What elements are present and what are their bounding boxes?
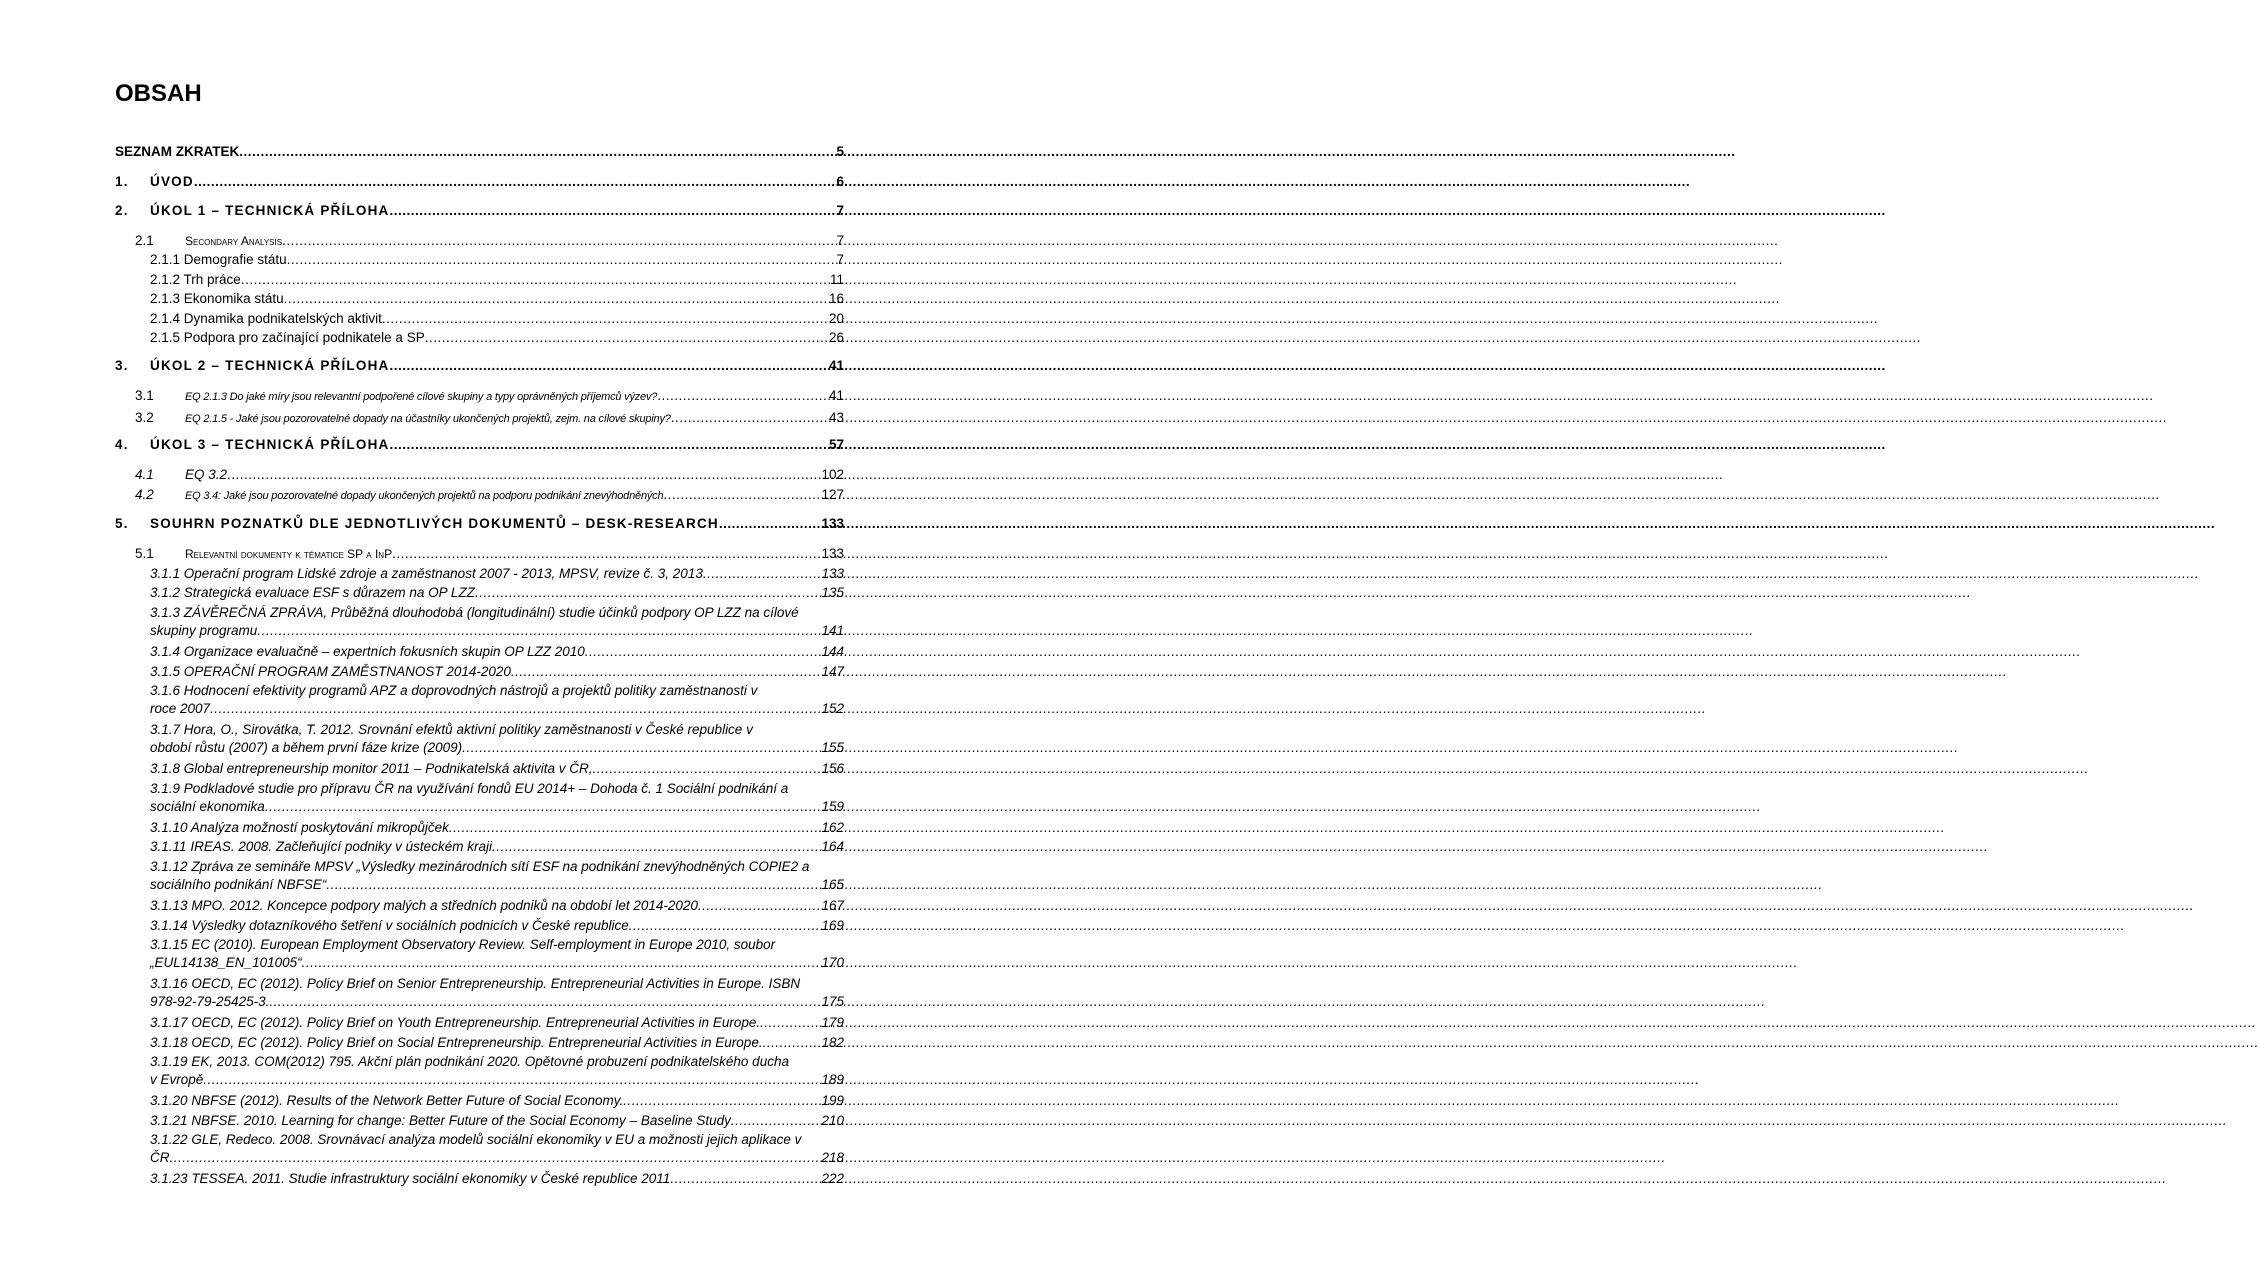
dot-leader: [585, 643, 821, 661]
toc-entry-number: 3.2: [135, 410, 154, 425]
toc-entry-text: EC (2010). European Employment Observatory Review. Self-employment in Europe 2010, soubor: [191, 937, 776, 952]
toc-entry-3-1-14[interactable]: [150, 917, 844, 935]
toc-entry-page: 162: [821, 820, 844, 835]
toc-entry-number: 2.1.1: [150, 252, 181, 267]
toc-entry-3-1-15[interactable]: [150, 936, 844, 972]
dot-leader: [425, 329, 828, 347]
toc-entry-text: OPERAČNÍ PROGRAM ZAMĚSTNANOST 2014-2020: [183, 664, 511, 679]
toc-entry-text-continued: skupiny programu: [150, 623, 258, 638]
document-page: [0, 0, 960, 1283]
toc-entry-page: 155: [821, 740, 844, 755]
toc-entry-text: Dynamika podnikatelských aktivit: [183, 311, 382, 326]
dot-leader: [302, 954, 821, 972]
toc-entry-text-continued: období růstu (2007) a během první fáze krize (2009): [150, 740, 463, 755]
dot-leader: [257, 622, 820, 640]
toc-entry-number: 5.: [115, 516, 129, 531]
toc-entry-3-1-17[interactable]: [150, 1014, 844, 1032]
dot-leader: [449, 819, 821, 837]
toc-entry-text-continued: 978-92-79-25425-3.: [150, 994, 270, 1009]
toc-entry-page: 41: [828, 358, 844, 373]
toc-entry-3-1-18[interactable]: [150, 1034, 844, 1052]
toc-entry-text: Analýza možností poskytování mikropůjček: [190, 820, 449, 835]
toc-entry-number: 3.1.2: [150, 585, 181, 600]
toc-entry-text-continued: „EUL14138_EN_101005“: [150, 955, 302, 970]
toc-entry-page: 57: [828, 437, 844, 452]
dot-leader: [326, 876, 820, 894]
toc-entry-number: 3.1.23: [150, 1171, 188, 1186]
dot-leader: [227, 466, 820, 484]
toc-entry-text-continued: sociální ekonomika: [150, 799, 265, 814]
toc-entry-page: 133: [821, 516, 844, 531]
toc-entry-3-1-20[interactable]: [150, 1092, 844, 1110]
toc-entry-number: 3.1.9: [150, 781, 181, 796]
page-title: OBSAH: [115, 80, 202, 107]
toc-entry-2-1-5[interactable]: [150, 329, 844, 347]
toc-entry-number: 4.2: [135, 487, 154, 502]
toc-entry-text: ZÁVĚREČNÁ ZPRÁVA, Průběžná dlouhodobá (longitudinální) studie účinků podpory OP LZZ na cílové: [183, 605, 799, 620]
dot-leader: [239, 143, 835, 161]
toc-entry-number: 1.: [115, 174, 129, 189]
dot-leader: [389, 357, 828, 375]
toc-entry-number: 3.1.11: [150, 839, 187, 854]
toc-entry-number: 2.: [115, 203, 129, 218]
toc-entry-number: 3.1.5: [150, 664, 181, 679]
toc-entry-page: 7: [836, 203, 844, 218]
toc-entry-page: 152: [821, 701, 844, 716]
dot-leader: [623, 1092, 820, 1110]
toc-entry-page: 6: [836, 174, 844, 189]
toc-entry-text: Hodnocení efektivity programů APZ a doprovodných nástrojů a projektů politiky zaměstnanosti v: [183, 683, 758, 698]
toc-entry-text-continued: v Evropě: [150, 1072, 204, 1087]
toc-entry-text: Podkladové studie pro přípravu ČR na využívání fondů EU 2014+ – Dohoda č. 1 Sociální podnikání a: [183, 781, 789, 796]
toc-entry-text: Ekonomika státu: [183, 291, 284, 306]
toc-entry-page: 26: [828, 330, 844, 345]
toc-entry-3-1-7[interactable]: [150, 721, 844, 757]
dot-leader: [389, 436, 828, 454]
toc-entry-page: 7: [836, 233, 844, 248]
toc-entry-text: NBFSE (2012). Results of the Network Better Future of Social Economy.: [191, 1093, 624, 1108]
toc-entry-text: Hora, O., Sirovátka, T. 2012. Srovnání efektů aktivní politiky zaměstnanosti v České republice v: [183, 722, 753, 737]
toc-entry-text: SOUHRN POZNATKŮ DLE JEDNOTLIVÝCH DOKUMENTŮ – DESK-RESEARCH: [150, 516, 719, 531]
dot-leader: [760, 1014, 820, 1032]
toc-entry-5-1[interactable]: [135, 545, 844, 563]
dot-leader: [282, 232, 835, 250]
toc-entry-number: 3.1.10: [150, 820, 188, 835]
toc-entry-2-1-4[interactable]: [150, 310, 844, 328]
dot-leader: [287, 251, 836, 269]
dot-leader: [511, 663, 821, 681]
toc-entry-3-1-6[interactable]: [150, 682, 844, 718]
toc-entry-number: 3.1.8: [150, 761, 181, 776]
toc-entry-3-1[interactable]: [135, 387, 844, 406]
toc-entry-number: 3.1.20: [150, 1093, 188, 1108]
dot-leader: [284, 290, 828, 308]
toc-entry-text: EQ 2.1.5 - Jaké jsou pozorovatelné dopady na účastníky ukončených projektů, zejm. na cílové skupiny?: [185, 413, 671, 425]
dot-leader: [593, 760, 821, 778]
toc-entry-page: 11: [829, 272, 844, 287]
toc-entry-page: 159: [821, 799, 844, 814]
toc-entry-number: 2.1: [135, 233, 154, 248]
toc-entry-page: 210: [821, 1113, 844, 1128]
toc-entry-number: 2.1.4: [150, 311, 181, 326]
toc-entry-page: 147: [821, 664, 844, 679]
toc-entry-number: 4.: [115, 437, 129, 452]
toc-entry-3-1-21[interactable]: [150, 1112, 844, 1130]
toc-entry-3-1-16[interactable]: [150, 975, 844, 1011]
toc-entry-4-1[interactable]: [135, 466, 844, 484]
toc-entry-number: 3.1.13: [150, 898, 188, 913]
dot-leader: [703, 565, 821, 583]
dot-leader: [382, 310, 828, 328]
toc-entry-text: Organizace evaluačně – expertních fokusních skupin OP LZZ 2010: [183, 644, 585, 659]
toc-entry-text: GLE, Redeco. 2008. Srovnávací analýza modelů sociální ekonomiky v EU a možnosti jejich aplikace v: [191, 1132, 802, 1147]
toc-entry-3-2[interactable]: [135, 409, 844, 428]
toc-entry-text: OECD, EC (2012). Policy Brief on Social Entrepreneurship. Entrepreneurial Activities in Europe.: [191, 1035, 763, 1050]
toc-entry-ukol-2[interactable]: [115, 357, 844, 375]
toc-entry-page: 20: [828, 311, 844, 326]
toc-entry-number: 2.1.2: [150, 272, 181, 287]
dot-leader: [731, 1112, 821, 1130]
toc-entry-number: 3.: [115, 358, 129, 373]
toc-entry-number: 3.1.16: [150, 976, 188, 991]
toc-entry-text: EK, 2013. COM(2012) 795. Akční plán podnikání 2020. Opětovné probuzení podnikatelského ducha: [191, 1054, 789, 1069]
toc-entry-page: 133: [821, 566, 844, 581]
toc-entry-page: 5: [836, 144, 844, 159]
toc-entry-text: EQ 3.4: Jaké jsou pozorovatelné dopady ukončených projektů na podporu podnikání znevýhodněných: [185, 490, 664, 502]
toc-entry-number: 3.1.6: [150, 683, 181, 698]
toc-entry-seznam-zkratek[interactable]: [115, 143, 844, 161]
toc-entry-number: 3.1.15: [150, 937, 188, 952]
toc-entry-page: 156: [821, 761, 844, 776]
dot-leader: [719, 515, 821, 533]
toc-entry-number: 3.1.12: [150, 859, 188, 874]
toc-entry-text: NBFSE. 2010. Learning for change: Better Future of the Social Economy – Baseline Study: [191, 1113, 731, 1128]
dot-leader: [492, 838, 821, 856]
toc-entry-text: Podpora pro začínající podnikatele a SP: [183, 330, 425, 345]
toc-entry-text: OECD, EC (2012). Policy Brief on Youth Entrepreneurship. Entrepreneurial Activities in Europe.: [191, 1015, 761, 1030]
toc-entry-number: 3.1.1: [150, 566, 181, 581]
toc-entry-ukol-3[interactable]: [115, 436, 844, 454]
toc-entry-text: SEZNAM ZKRATEK: [115, 144, 240, 159]
toc-entry-text: ÚKOL 2 – TECHNICKÁ PŘÍLOHA: [150, 358, 390, 373]
toc-entry-page: 135: [821, 585, 844, 600]
dot-leader: [241, 271, 829, 289]
toc-entry-number: 3.1: [135, 388, 154, 403]
toc-entry-number: 3.1.22: [150, 1132, 188, 1147]
dot-leader: [671, 409, 828, 427]
dot-leader: [392, 545, 820, 563]
toc-entry-page: 165: [821, 877, 844, 892]
dot-leader: [269, 993, 820, 1011]
toc-entry-page: 189: [821, 1072, 844, 1087]
dot-leader: [170, 1149, 821, 1167]
toc-entry-3-1-10[interactable]: [150, 819, 844, 837]
toc-entry-4-2[interactable]: [135, 486, 844, 505]
toc-entry-text: TESSEA. 2011. Studie infrastruktury sociální ekonomiky v České republice 2011: [191, 1171, 671, 1186]
toc-entry-2-1-3[interactable]: [150, 290, 844, 308]
toc-entry-page: 222: [821, 1171, 844, 1186]
toc-entry-3-1-2[interactable]: [150, 584, 844, 602]
toc-entry-number: 3.1.7: [150, 722, 181, 737]
toc-entry-page: 102: [821, 467, 844, 482]
dot-leader: [629, 917, 821, 935]
dot-leader: [657, 387, 828, 405]
toc-entry-page: 144: [821, 644, 844, 659]
dot-leader: [203, 1071, 820, 1089]
toc-entry-3-1-1[interactable]: [150, 565, 844, 583]
toc-entry-page: 43: [828, 410, 844, 425]
toc-entry-souhrn[interactable]: [115, 515, 844, 533]
toc-entry-number: 3.1.21: [150, 1113, 188, 1128]
toc-entry-page: 41: [828, 388, 844, 403]
toc-entry-3-1-19[interactable]: [150, 1053, 844, 1089]
toc-entry-number: 3.1.14: [150, 918, 188, 933]
toc-entry-text: Global entrepreneurship monitor 2011 – Podnikatelská aktivita v ČR,: [183, 761, 593, 776]
dot-leader: [389, 202, 835, 220]
toc-entry-page: 170: [821, 955, 844, 970]
toc-entry-3-1-4[interactable]: [150, 643, 844, 661]
toc-entry-number: 5.1: [135, 546, 154, 561]
toc-entry-text: EQ 2.1.3 Do jaké míry jsou relevantní podpořené cílové skupiny a typy oprávněných příjemců výzev?: [185, 391, 658, 403]
toc-entry-page: 179: [821, 1015, 844, 1030]
dot-leader: [265, 798, 821, 816]
toc-entry-page: 169: [821, 918, 844, 933]
dot-leader: [462, 739, 820, 757]
toc-entry-number: 3.1.19: [150, 1054, 188, 1069]
toc-entry-text: IREAS. 2008. Začleňující podniky v ústeckém kraji: [190, 839, 492, 854]
toc-entry-text: Strategická evaluace ESF s důrazem na OP LZZ: [183, 585, 475, 600]
toc-entry-number: 2.1.3: [150, 291, 181, 306]
toc-entry-page: 16: [828, 291, 844, 306]
toc-entry-2-1-1[interactable]: [150, 251, 844, 269]
toc-entry-text: ÚKOL 3 – TECHNICKÁ PŘÍLOHA: [150, 437, 390, 452]
toc-entry-page: 133: [821, 546, 844, 561]
toc-entry-page: 182: [821, 1035, 844, 1050]
toc-entry-number: 4.1: [135, 467, 154, 482]
toc-entry-number: 3.1.4: [150, 644, 181, 659]
toc-entry-number: 3.1.3: [150, 605, 181, 620]
toc-entry-text-continued: roce 2007: [150, 701, 211, 716]
toc-entry-page: 218: [821, 1150, 844, 1165]
toc-entry-3-1-23[interactable]: [150, 1170, 844, 1188]
toc-entry-page: 175: [821, 994, 844, 1009]
toc-entry-text: ÚKOL 1 – TECHNICKÁ PŘÍLOHA: [150, 203, 390, 218]
toc-entry-text: ÚVOD: [150, 174, 194, 189]
toc-entry-text: Operační program Lidské zdroje a zaměstnanost 2007 - 2013, MPSV, revize č. 3, 2013: [183, 566, 703, 581]
toc-entry-ukol-1[interactable]: [115, 202, 844, 220]
toc-entry-3-1-5[interactable]: [150, 663, 844, 681]
toc-entry-3-1-22[interactable]: [150, 1131, 844, 1167]
toc-entry-text: Zpráva ze semináře MPSV „Výsledky mezinárodních sítí ESF na podnikání znevýhodněných COPIE2 a: [191, 859, 810, 874]
toc-entry-text: Trh práce: [183, 272, 241, 287]
toc-entry-text: Výsledky dotazníkového šetření v sociálních podnicích v České republice: [191, 918, 629, 933]
toc-entry-3-1-9[interactable]: [150, 780, 844, 816]
toc-entry-page: 127: [821, 487, 844, 502]
toc-entry-3-1-8[interactable]: [150, 760, 844, 778]
toc-entry-page: 7: [836, 252, 844, 267]
toc-entry-number: 3.1.18: [150, 1035, 188, 1050]
toc-entry-text-continued: ČR: [150, 1150, 170, 1165]
dot-leader: [210, 700, 820, 718]
toc-entry-page: 199: [821, 1093, 844, 1108]
toc-entry-number: 3.1.17: [150, 1015, 188, 1030]
toc-entry-page: 164: [821, 839, 844, 854]
toc-entry-text: Demografie státu: [183, 252, 287, 267]
toc-entry-text: EQ 3.2: [185, 467, 228, 482]
toc-entry-text: Secondary Analysis: [185, 234, 283, 248]
toc-entry-page: 141: [821, 623, 844, 638]
dot-leader: [698, 897, 821, 915]
toc-entry-text-continued: sociálního podnikání NBFSE“: [150, 877, 327, 892]
toc-entry-number: 2.1.5: [150, 330, 181, 345]
toc-entry-3-1-11[interactable]: [150, 838, 844, 856]
toc-entry-3-1-13[interactable]: [150, 897, 844, 915]
toc-entry-text: OECD, EC (2012). Policy Brief on Senior Entrepreneurship. Entrepreneurial Activities in Europe. ISBN: [191, 976, 801, 991]
toc-entry-uvod[interactable]: [115, 173, 844, 191]
toc-entry-text: MPO. 2012. Koncepce podpory malých a středních podniků na období let 2014-2020: [191, 898, 698, 913]
toc-entry-2-1[interactable]: [135, 232, 844, 250]
toc-entry-page: 167: [821, 898, 844, 913]
dot-leader: [475, 584, 821, 602]
dot-leader: [763, 1034, 821, 1052]
dot-leader: [194, 173, 836, 191]
toc-entry-3-1-3[interactable]: [150, 604, 844, 640]
dot-leader: [670, 1170, 820, 1188]
toc-entry-3-1-12[interactable]: [150, 858, 844, 894]
toc-entry-text: Relevantní dokumenty k tématice SP a InP: [185, 547, 393, 561]
dot-leader: [663, 486, 820, 504]
toc-entry-2-1-2[interactable]: [150, 271, 844, 289]
